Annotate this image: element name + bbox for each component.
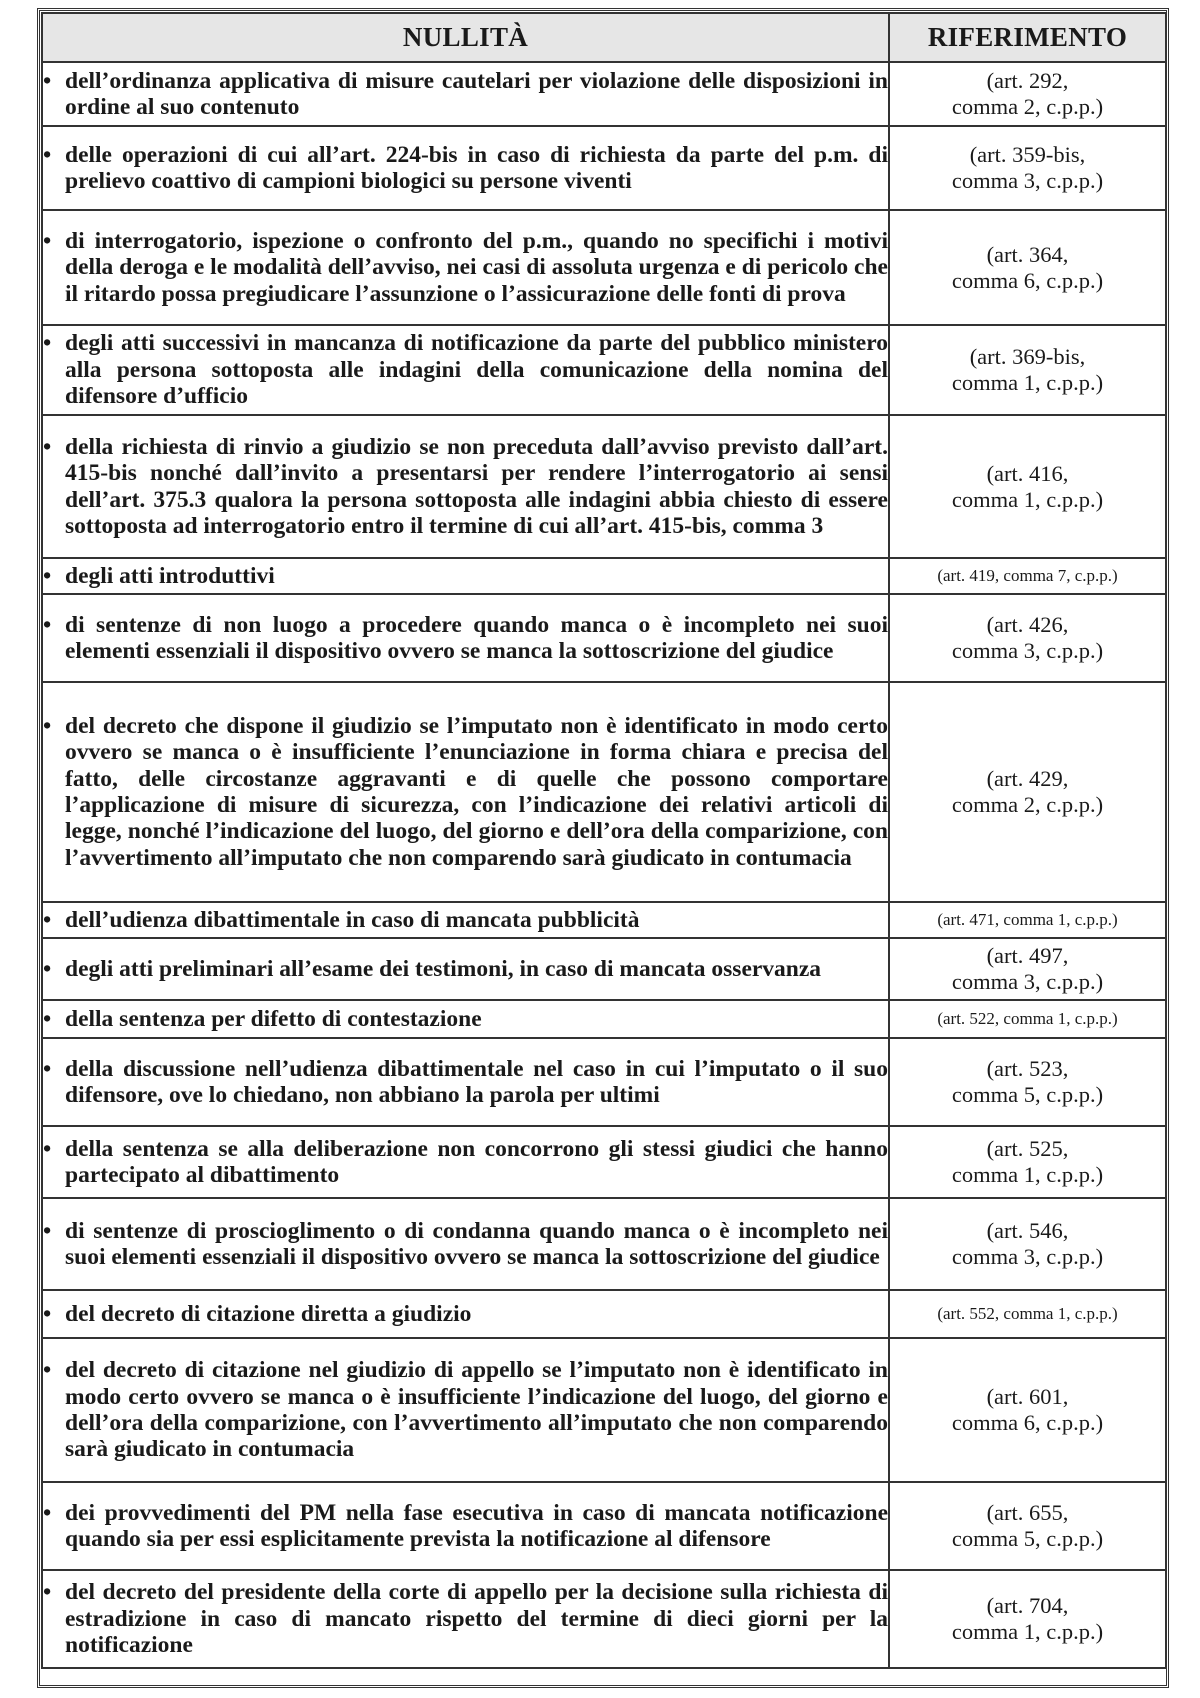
nullity-text: del decreto che dispone il giudizio se l’imputato non è identificato in modo certo ovvero se manca o è insufficiente l’enunciazione in forma chiara e precisa del fatto, delle circostanze aggravanti e di quelle che possono comportare l’applicazione di misure di sicurezza, con l’indicazione dei relativi articoli di legge, nonché l’indicazione del luogo, del giorno e dell’ora della comparizione, con l’avvertimento all’imputato che non comparendo sarà giudicato in contumacia [65,712,888,871]
reference-line: comma 6, c.p.p.) [951,1410,1104,1435]
nullity-description [42,938,889,1000]
bullet: • [43,1055,52,1082]
nullity-text: degli atti preliminari all’esame dei testimoni, in caso di mancata osservanza [65,955,822,982]
nullity-description [42,558,889,594]
reference-line: (art. 522, comma 1, c.p.p.) [937,1009,1118,1028]
reference-line: comma 1, c.p.p.) [951,370,1104,395]
table-row [42,1126,1166,1198]
table-row [42,594,1166,682]
reference-cell [889,682,1166,902]
nullity-description [42,62,889,126]
bullet: • [43,330,52,357]
bullet: • [43,611,52,638]
nullity-description [42,1038,889,1126]
header-nullita: NULLITÀ [42,13,889,62]
reference-line: (art. 292, [986,68,1069,93]
bullet: • [43,906,52,933]
nullity-text: dell’ordinanza applicativa di misure cautelari per violazione delle disposizioni in ordine al suo contenuto [65,67,888,120]
reference-line: (art. 601, [986,1384,1069,1409]
nullity-description [42,126,889,210]
reference-line: (art. 497, [986,943,1069,968]
reference-cell [889,1290,1166,1338]
nullity-description [42,210,889,325]
reference-line: comma 1, c.p.p.) [951,1619,1104,1644]
bullet: • [43,1579,52,1606]
reference-cell [889,1482,1166,1570]
reference-line: (art. 429, [986,766,1069,791]
table-row [42,1038,1166,1126]
table-row [42,1198,1166,1290]
reference-line: comma 1, c.p.p.) [951,1162,1104,1187]
reference-line: comma 3, c.p.p.) [951,168,1104,193]
reference-cell [889,1338,1166,1482]
bullet: • [43,141,52,168]
table-row [42,1000,1166,1038]
table-row [42,210,1166,325]
reference-cell [889,1000,1166,1038]
reference-line: comma 6, c.p.p.) [951,267,1104,293]
reference-line: comma 2, c.p.p.) [951,792,1104,817]
reference-line: (art. 471, comma 1, c.p.p.) [937,910,1118,929]
nullity-description [42,1198,889,1290]
reference-cell [889,415,1166,558]
nullity-description [42,1290,889,1338]
table-row [42,558,1166,594]
reference-line: comma 5, c.p.p.) [951,1082,1104,1107]
nullity-text: degli atti successivi in mancanza di notificazione da parte del pubblico ministero alla persona sottoposta alle indagini della comunicazione della nomina del difensore d’ufficio [65,330,888,410]
table-row [42,938,1166,1000]
table-row [42,62,1166,126]
table-row [42,1482,1166,1570]
nullity-text: dell’udienza dibattimentale in caso di mancata pubblicità [65,906,640,933]
reference-cell [889,210,1166,325]
reference-cell [889,1198,1166,1290]
nullity-description [42,1482,889,1570]
nullity-description [42,594,889,682]
nullity-description [42,1000,889,1038]
nullity-description [42,325,889,415]
nullity-text: della sentenza per difetto di contestazione [65,1005,482,1032]
nullity-description [42,1338,889,1482]
reference-cell [889,558,1166,594]
nullity-description [42,1570,889,1668]
bullet: • [43,562,52,589]
table-row [42,1570,1166,1668]
bullet: • [43,1357,52,1384]
reference-line: comma 3, c.p.p.) [951,1244,1104,1269]
bullet: • [43,1499,52,1526]
reference-line: (art. 655, [986,1500,1069,1525]
nullity-text: del decreto di citazione diretta a giudizio [65,1300,472,1327]
nullity-table [41,12,1167,1669]
reference-line: comma 3, c.p.p.) [951,969,1104,994]
reference-line: (art. 525, [986,1136,1069,1161]
table-row [42,325,1166,415]
nullity-text: di sentenze di non luogo a procedere quando manca o è incompleto nei suoi elementi essenziali il dispositivo ovvero se manca la sottoscrizione del giudice [65,611,888,664]
nullity-text: della sentenza se alla deliberazione non concorrono gli stessi giudici che hanno partecipato al dibattimento [65,1135,888,1188]
reference-cell [889,902,1166,938]
reference-cell [889,1038,1166,1126]
bullet: • [43,1217,52,1244]
bullet: • [43,1300,52,1327]
reference-cell [889,1570,1166,1668]
nullity-description [42,682,889,902]
reference-line: (art. 359-bis, [969,142,1086,167]
reference-cell [889,62,1166,126]
reference-line: (art. 364, [986,241,1069,267]
nullity-text: di sentenze di proscioglimento o di condanna quando manca o è incompleto nei suoi elementi essenziali il dispositivo ovvero se manca la sottoscrizione del giudice [65,1217,888,1270]
nullity-text: di interrogatorio, ispezione o confronto del p.m., quando no specifichi i motivi della deroga e le modalità dell’avviso, nei casi di assoluta urgenza e di pericolo che il ritardo possa pregiudicare l’assunzione o l’assicurazione delle fonti di prova [65,227,888,307]
reference-cell [889,1126,1166,1198]
reference-line: (art. 552, comma 1, c.p.p.) [937,1304,1118,1323]
bullet: • [43,1135,52,1162]
reference-line: comma 1, c.p.p.) [951,486,1104,512]
header-riferimento: RIFERIMENTO [889,13,1166,62]
bullet: • [43,227,52,254]
nullity-text: del decreto del presidente della corte di appello per la decisione sulla richiesta di estradizione in caso di mancato rispetto del termine di dieci giorni per la notificazione [65,1579,888,1659]
table-row [42,1290,1166,1338]
nullity-text: del decreto di citazione nel giudizio di appello se l’imputato non è identificato in modo certo ovvero se manca o è insufficiente l’indicazione del luogo, del giorno e dell’ora della comparizione, con l’avvertimento all’imputato che non comparendo sarà giudicato in contumacia [65,1357,888,1463]
reference-line: (art. 523, [986,1056,1069,1081]
bullet: • [43,1005,52,1032]
reference-line: (art. 419, comma 7, c.p.p.) [937,566,1118,585]
nullity-text: della richiesta di rinvio a giudizio se non preceduta dall’avviso previsto dall’art. 415-bis nonché dall’invito a presentarsi per rendere l’interrogatorio ai sensi dell’art. 375.3 qualora la persona sottoposta alle indagini abbia chiesto di essere sottoposta ad interrogatorio entro il termine di cui all’art. 415-bis, comma 3 [65,433,888,539]
bullet: • [43,955,52,982]
table-row [42,902,1166,938]
nullity-description [42,1126,889,1198]
reference-line: (art. 369-bis, [969,344,1086,369]
bullet: • [43,67,52,94]
reference-line: (art. 416, [986,460,1069,486]
reference-line: (art. 704, [986,1593,1069,1618]
table-row [42,415,1166,558]
nullity-description [42,415,889,558]
reference-cell [889,938,1166,1000]
table-row [42,1338,1166,1482]
reference-cell [889,594,1166,682]
nullity-text: degli atti introduttivi [65,562,275,589]
table-row [42,682,1166,902]
nullity-text: della discussione nell’udienza dibattimentale nel caso in cui l’imputato o il suo difensore, ove lo chiedano, non abbiano la parola per ultimi [65,1055,888,1108]
nullity-text: dei provvedimenti del PM nella fase esecutiva in caso di mancata notificazione quando sia per essi esplicitamente prevista la notificazione al difensore [65,1499,888,1552]
reference-line: (art. 426, [986,612,1069,637]
reference-line: comma 2, c.p.p.) [951,94,1104,119]
bullet: • [43,712,52,739]
reference-line: comma 5, c.p.p.) [951,1526,1104,1551]
table-row [42,126,1166,210]
reference-cell [889,325,1166,415]
reference-line: comma 3, c.p.p.) [951,638,1104,663]
header-row [42,13,1166,62]
reference-line: (art. 546, [986,1218,1069,1243]
bullet: • [43,433,52,460]
nullity-text: delle operazioni di cui all’art. 224-bis in caso di richiesta da parte del p.m. di prelievo coattivo di campioni biologici su persone viventi [65,141,888,194]
reference-cell [889,126,1166,210]
nullity-description [42,902,889,938]
